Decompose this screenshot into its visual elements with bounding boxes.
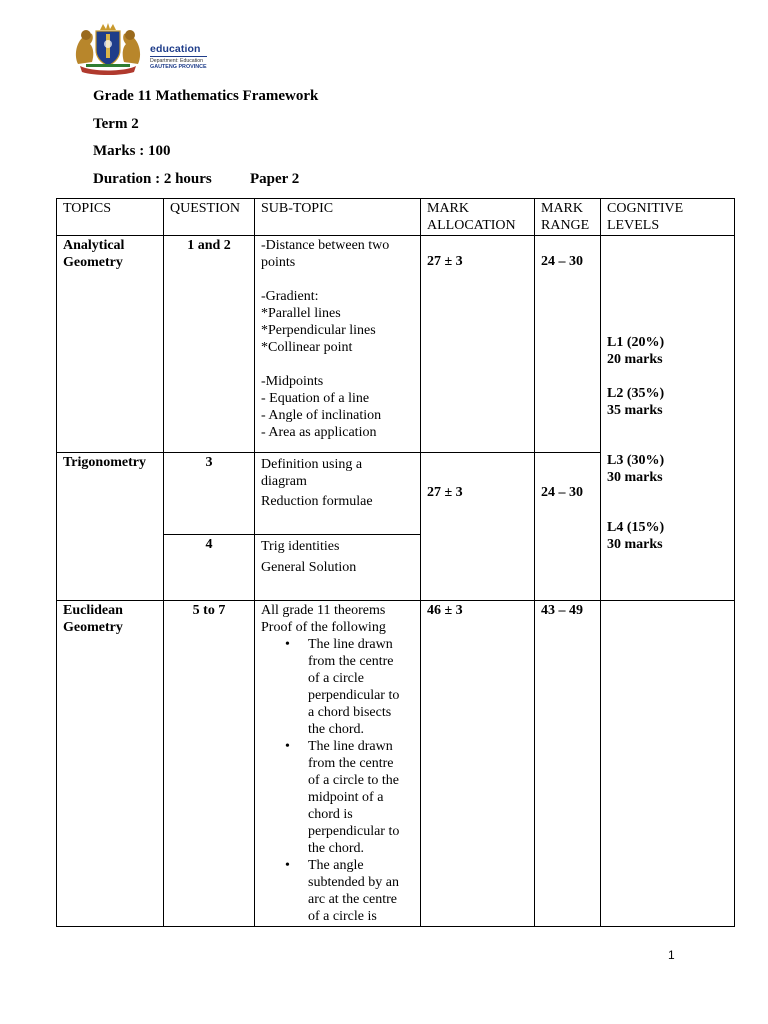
- marks-label: Marks : 100: [93, 143, 171, 159]
- header-subtopic: SUB-TOPIC: [255, 199, 421, 236]
- header-cognitive-levels: COGNITIVE LEVELS: [601, 199, 735, 236]
- question-cell: 1 and 2: [164, 236, 255, 453]
- header-question: QUESTION: [164, 199, 255, 236]
- mark-allocation-cell: 46 ± 3: [421, 601, 535, 927]
- topic-cell: Analytical Geometry: [57, 236, 164, 453]
- mark-range-cell: 24 – 30: [535, 236, 601, 453]
- subtopic-cell: Definition using a diagram Reduction formulae: [255, 453, 421, 535]
- logo-wordmark: education: [150, 43, 201, 55]
- framework-table: [56, 198, 735, 927]
- topic-cell: Trigonometry: [57, 453, 164, 601]
- mark-range-cell: 24 – 30: [535, 453, 601, 601]
- mark-range-cell: 43 – 49: [535, 601, 601, 927]
- question-cell: 4: [164, 535, 255, 601]
- term-label: Term 2: [93, 116, 139, 132]
- subtopic-cell: -Distance between two points -Gradient: *Parallel lines *Perpendicular lines *Collinear point -Midpoints - Equation of a line - Angle of inclination - Area as application: [255, 236, 421, 453]
- page-number: 1: [668, 948, 675, 962]
- table-header-row: [57, 199, 735, 236]
- header-mark-range: MARK RANGE: [535, 199, 601, 236]
- cognitive-levels-cell: L1 (20%) 20 marks L2 (35%) 35 marks L3 (30%) 30 marks L4 (15%) 30 marks: [601, 236, 735, 601]
- table-row-analytical-geometry: [57, 236, 735, 453]
- table-row-euclidean-geometry: [57, 601, 735, 927]
- duration-line: [93, 171, 300, 188]
- paper-label: Paper 2: [250, 171, 300, 187]
- mark-allocation-cell: 27 ± 3: [421, 236, 535, 453]
- list-item: • The line drawn from the centre of a circle perpendicular to a chord bisects the chord.: [308, 636, 414, 738]
- subtopic-cell: Trig identities General Solution: [255, 535, 421, 601]
- question-cell: 3: [164, 453, 255, 535]
- gauteng-education-logo: [72, 22, 222, 76]
- list-item: • The line drawn from the centre of a circle to the midpoint of a chord is perpendicular to the chord.: [308, 738, 414, 857]
- logo-province: GAUTENG PROVINCE: [150, 64, 207, 70]
- document-title: Grade 11 Mathematics Framework: [93, 88, 319, 104]
- list-item: • The angle subtended by an arc at the centre of a circle is: [308, 857, 414, 925]
- theorem-list: [261, 636, 414, 925]
- coat-of-arms-icon: [72, 22, 148, 76]
- duration-label: Duration : 2 hours: [93, 171, 212, 187]
- subtopic-cell: All grade 11 theorems Proof of the following • The line drawn from the centre of a circle perpendicular to a chord bisects the chord. • The line drawn from the centre of a circle to the midpoint of a chord is perpendicular to the chord. • The angle subtended by an arc at the centre of a circle is: [255, 601, 421, 927]
- logo-department: Department: Education: [150, 58, 204, 64]
- question-cell: 5 to 7: [164, 601, 255, 927]
- header-mark-allocation: MARK ALLOCATION: [421, 199, 535, 236]
- topic-cell: Euclidean Geometry: [57, 601, 164, 927]
- header-topics: TOPICS: [57, 199, 164, 236]
- mark-allocation-cell: 27 ± 3: [421, 453, 535, 601]
- logo-rule: [150, 56, 207, 57]
- cognitive-empty-cell: [601, 601, 735, 927]
